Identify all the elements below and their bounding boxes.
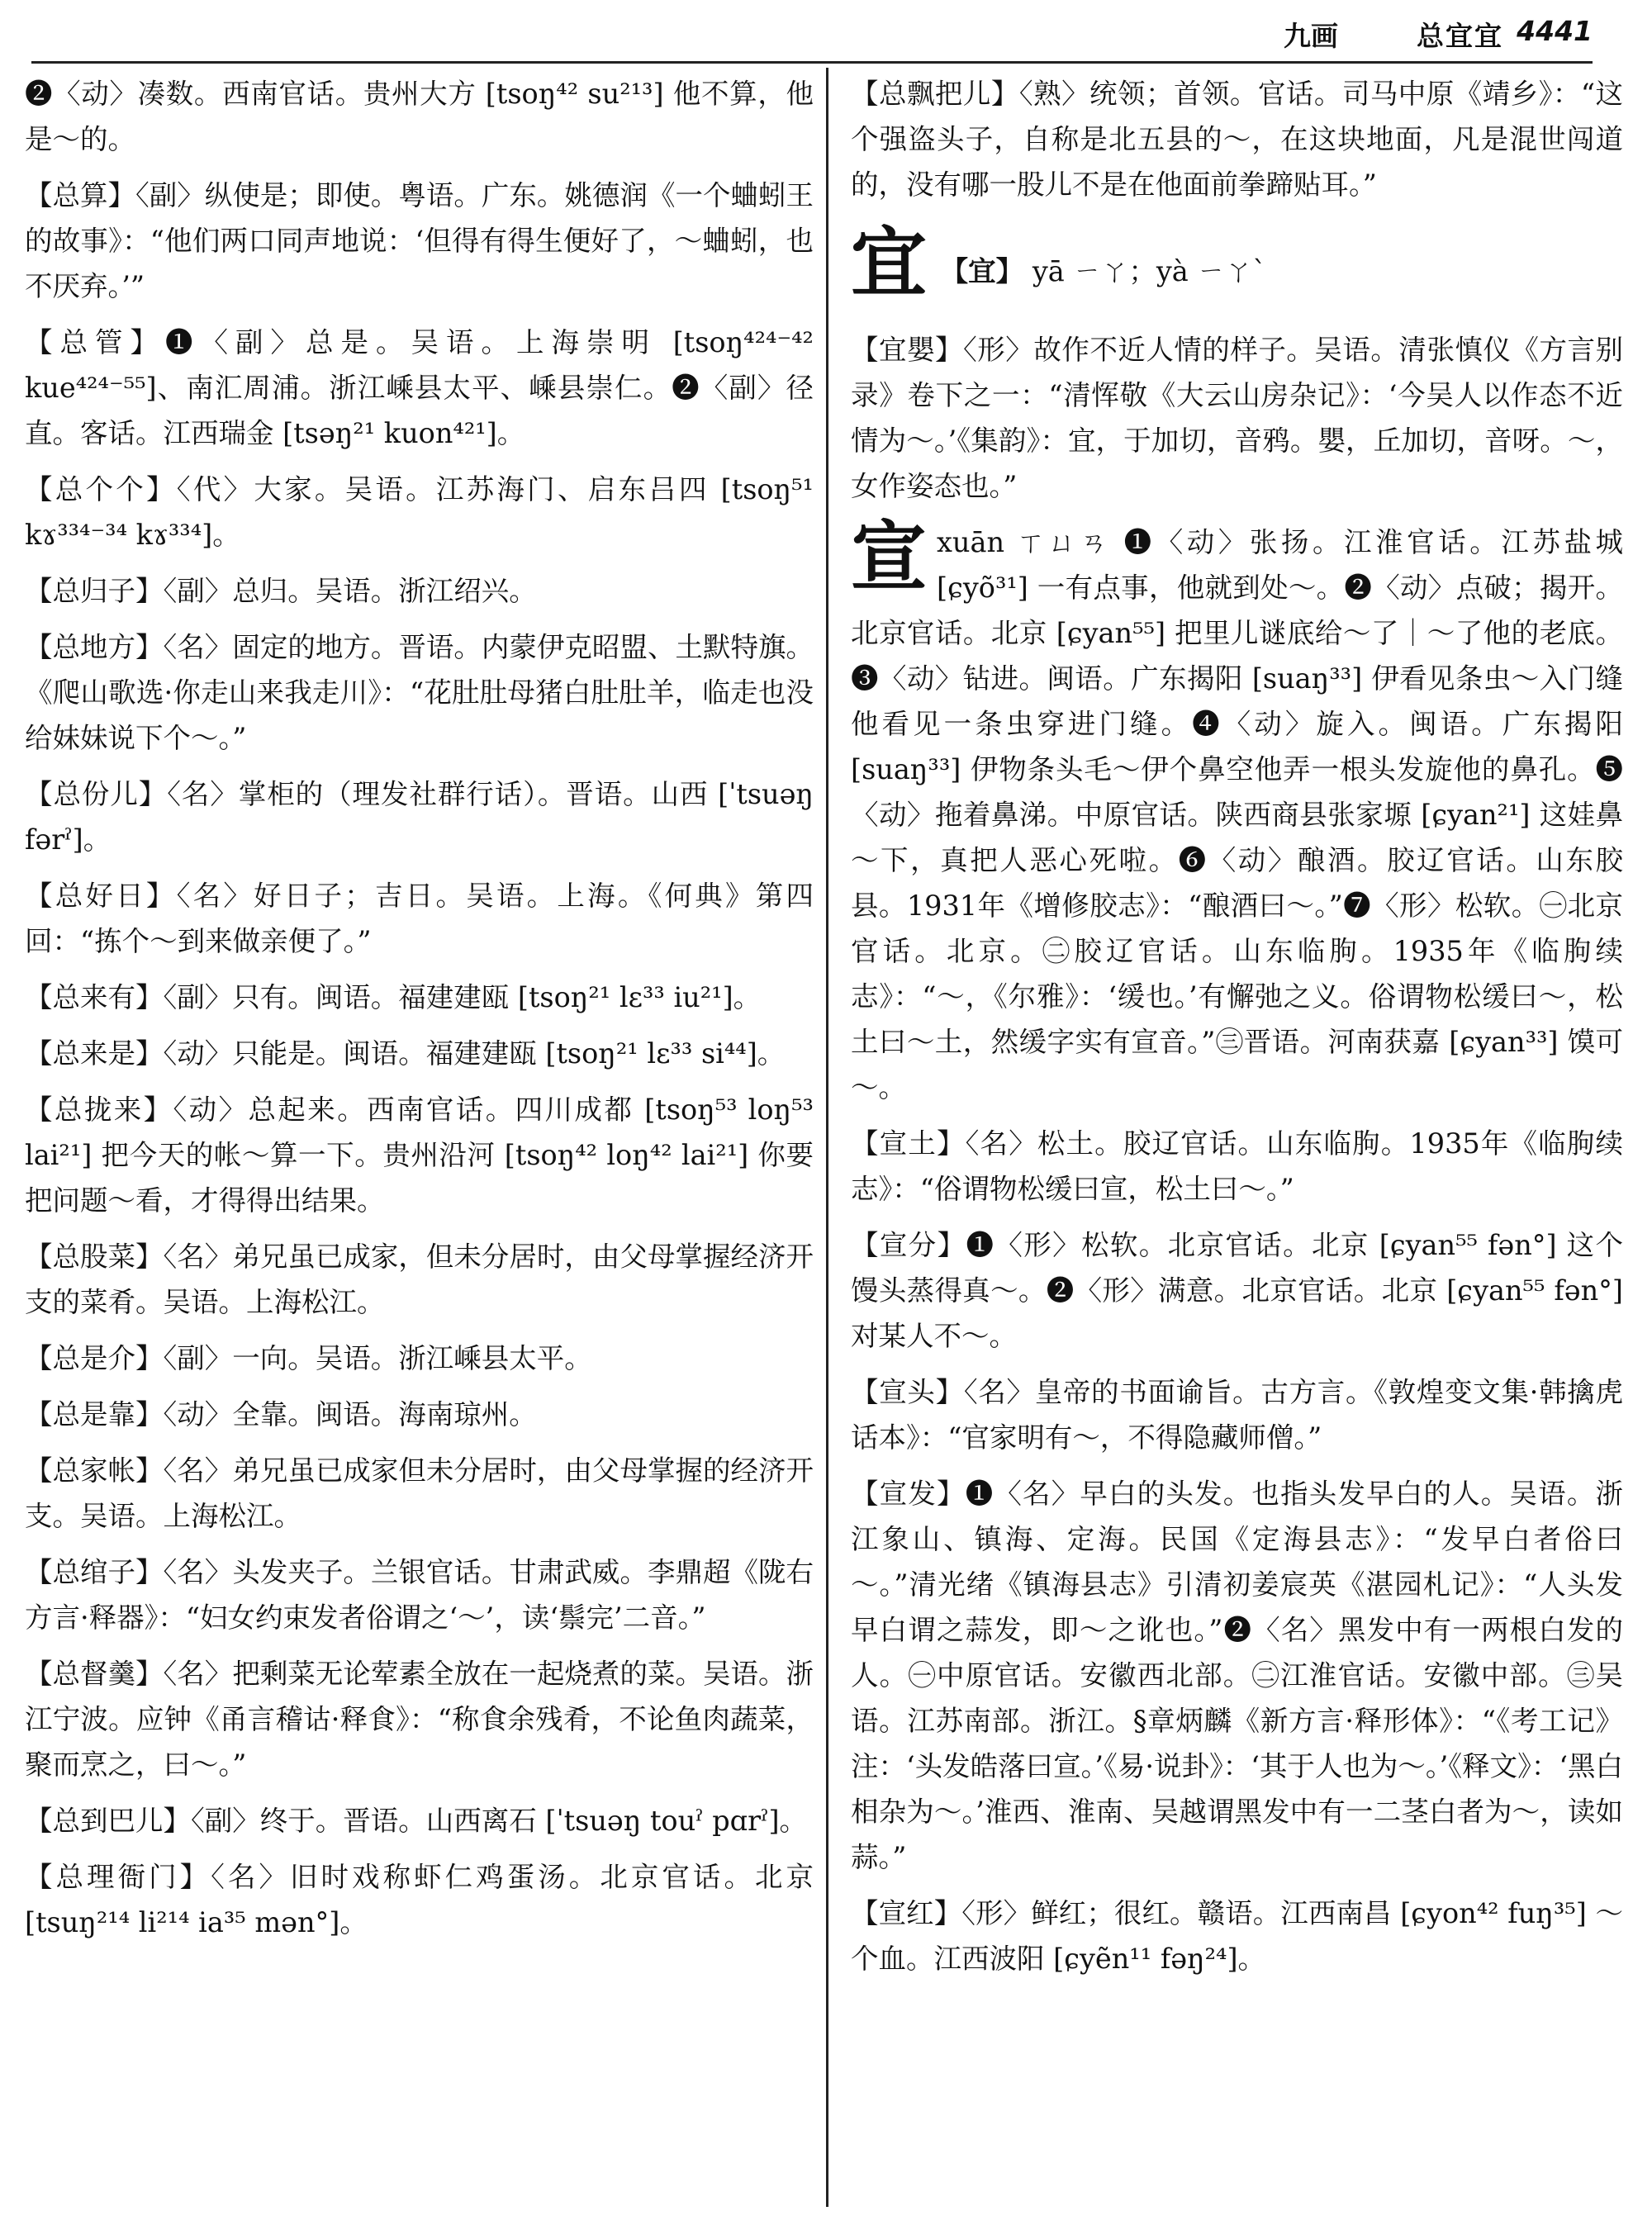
dictionary-entry: 【宜嬰】〈形〉故作不近人情的样子。吴语。清张慎仪《方言别录》卷下之一：“清恽敬《大云山房杂记》：‘今吴人以作态不近情为～。’《集韵》：宜，于加切，音鸦。嬰，丘加切，音呀。～，女作姿态也。” [851,334,1623,502]
headword-definition: ❶〈动〉张扬。江淮官话。江苏盐城 [ɕyõ³¹] 一有点事，他就到处～。❷〈动〉点破；揭开。北京官话。北京 [ɕyan⁵⁵] 把里儿谜底给～了｜～了他的老底。❸〈动〉钻进。闽语。广东揭阳 [suaŋ³³] 伊看见条虫～入门缝他看见一条虫穿进门缝。❹〈动〉旋入。闽语。广东揭阳 [suaŋ³³] 伊物条头毛～伊个鼻空他弄一根头发旋他的鼻孔。❺〈动〉拖着鼻涕。中原官话。陕西商县张家塬 [ɕyan²¹] 这娃鼻～下，真把人恶心死啦。❻〈动〉酿酒。胶辽官话。山东胶县。1931年《增修胶志》：“酿酒曰～。”❼〈形〉松软。㊀北京官话。北京。㊁胶辽官话。山东临朐。1935年《临朐续志》：“～，《尔雅》：‘缓也。’有懈弛之义。俗谓物松缓曰～，松土曰～土，然缓字实有宣音。”㊂晋语。河南获嘉 [ɕyan³³] 馍可～。 [851,526,1624,1103]
dictionary-entry: 【总来有】〈副〉只有。闽语。福建建瓯 [tsoŋ²¹ lɛ³³ iu²¹]。 [25,981,762,1013]
header-rule [31,61,1593,64]
dictionary-entry: ❷〈动〉凑数。西南官话。贵州大方 [tsoŋ⁴² su²¹³] 他不算，他是～的。 [25,78,814,155]
dictionary-entry: 【总好日】〈名〉好日子；吉日。吴语。上海。《何典》第四回：“拣个～到来做亲便了。” [25,880,814,957]
dictionary-entry: 【总归子】〈副〉总归。吴语。浙江绍兴。 [25,575,537,607]
dictionary-entry: 【总督羹】〈名〉把剩菜无论荤素全放在一起烧煮的菜。吴语。浙江宁波。应钟《甬言稽诂·释食》：“称食余残肴，不论鱼肉蔬菜，聚而烹之，曰～。” [25,1658,814,1781]
dictionary-entry: 【总到巴儿】〈副〉终于。晋语。山西离石 [ˈtsuəŋ touˀ pɑrˀ]。 [25,1805,808,1837]
dictionary-entry: 【宣发】❶〈名〉早白的头发。也指头发早白的人。吴语。浙江象山、镇海、定海。民国《定海县志》：“发早白者俗曰～。”清光绪《镇海县志》引清初姜宸英《湛园札记》：“人头发早白谓之蒜发，即～之讹也。”❷〈名〉黑发中有一两根白发的人。㊀中原官话。安徽西北部。㊁江淮官话。安徽中部。㊂吴语。江苏南部。浙江。§章炳麟《新方言·释形体》：“《考工记》注：‘头发皓落曰宣。’《易·说卦》：‘其于人也为～。’《释文》：‘黑白相杂为～。’淮西、淮南、吴越谓黑发中有一二茎白者为～，读如蒜。” [851,1478,1623,1873]
dictionary-entry: 【总算】〈副〉纵使是；即使。粤语。广东。姚德润《一个蛐蚓王的故事》：“他们两口同声地说：‘但得有得生便好了，～蛐蚓，也不厌弃。’” [25,179,814,302]
dictionary-entry: 【宣头】〈名〉皇帝的书面谕旨。古方言。《敦煌变文集·韩擒虎话本》：“官家明有～，不得隐藏师僧。” [851,1376,1623,1454]
headword-character: 宣 [851,513,928,601]
headword-reading: xuān ㄒㄩㄢ [937,526,1112,558]
dictionary-entry: 【总家帐】〈名〉弟兄虽已成家但未分居时，由父母掌握的经济开支。吴语。上海松江。 [25,1454,814,1532]
section-label: 九画 [1284,20,1338,52]
dictionary-entry: 【总绾子】〈名〉头发夹子。兰银官话。甘肃武威。李鼎超《陇右方言·释器》：“妇女约束发者俗谓之‘～’，读‘鬃完’二音。” [25,1556,814,1634]
headword-block-xuan [851,513,1624,1110]
dictionary-entry: 【总管】❶〈副〉总是。吴语。上海崇明 [tsoŋ⁴²⁴⁻⁴² kue⁴²⁴⁻⁵⁵]、南汇周浦。浙江嵊县太平、嵊县崇仁。❷〈副〉径直。客话。江西瑞金 [tsəŋ²¹ kuon⁴²¹]。 [25,326,814,449]
headword-block-ya [851,218,1623,317]
dictionary-entry: 【总是靠】〈动〉全靠。闽语。海南琼州。 [25,1398,537,1431]
dictionary-entry: 【总理衙门】〈名〉旧时戏称虾仁鸡蛋汤。北京官话。北京 [tsuŋ²¹⁴ li²¹⁴ ia³⁵ mən°]。 [25,1861,814,1938]
dictionary-entry: 【总股菜】〈名〉弟兄虽已成家，但未分居时，由父母掌握经济开支的菜肴。吴语。上海松江。 [25,1241,814,1318]
page-number: 4441 [1517,15,1593,47]
column-divider [826,68,828,2207]
dictionary-entry: 【总份儿】〈名〉掌柜的（理发社群行话）。晋语。山西 [ˈtsuəŋ fərˀ]。 [25,778,814,856]
headword-reading: yā ㄧㄚ；yà ㄧㄚˋ [1032,255,1267,287]
dictionary-entry: 【总飘把儿】〈熟〉统领；首领。官话。司马中原《靖乡》：“这个强盗头子，自称是北五县的～，在这块地面，凡是混世闯道的，没有哪一股儿不是在他面前拳蹄贴耳。” [851,78,1623,201]
dictionary-entry: 【总来是】〈动〉只能是。闽语。福建建瓯 [tsoŋ²¹ lɛ³³ si⁴⁴]。 [25,1037,786,1070]
dictionary-entry: 【总个个】〈代〉大家。吴语。江苏海门、启东吕四 [tsoŋ⁵¹ kɤ³³⁴⁻³⁴ kɤ³³⁴]。 [25,473,814,551]
dictionary-entry: 【总地方】〈名〉固定的地方。晋语。内蒙伊克昭盟、土默特旗。《爬山歌选·你走山来我走川》：“花肚肚母猪白肚肚羊，临走也没给妹妹说下个～。” [25,631,814,754]
left-column [25,71,814,1956]
running-headwords: 总宜宜 [1417,20,1503,52]
dictionary-entry: 【宣分】❶〈形〉松软。北京官话。北京 [ɕyan⁵⁵ fən°] 这个馒头蒸得真～。❷〈形〉满意。北京官话。北京 [ɕyan⁵⁵ fən°] 对某人不～。 [851,1229,1623,1352]
page-header [0,0,1652,55]
dictionary-entry: 【宣土】〈名〉松土。胶辽官话。山东临朐。1935年《临朐续志》：“俗谓物松缓曰宣，松土曰～。” [851,1127,1623,1205]
headword-variant: 【宜】 [940,255,1024,287]
dictionary-entry: 【总拢来】〈动〉总起来。西南官话。四川成都 [tsoŋ⁵³ loŋ⁵³ lai²¹] 把今天的帐～算一下。贵州沿河 [tsoŋ⁴² loŋ⁴² lai²¹] 你要把问题～看，才得得出结果。 [25,1094,814,1217]
dictionary-entry: 【宣红】〈形〉鲜红；很红。赣语。江西南昌 [ɕyon⁴² fuŋ³⁵] ～个血。江西波阳 [ɕyẽn¹¹ fəŋ²⁴]。 [851,1897,1623,1975]
right-column [851,71,1623,1992]
dictionary-entry: 【总是介】〈副〉一向。吴语。浙江嵊县太平。 [25,1342,592,1374]
headword-character: 宜 [851,219,928,307]
